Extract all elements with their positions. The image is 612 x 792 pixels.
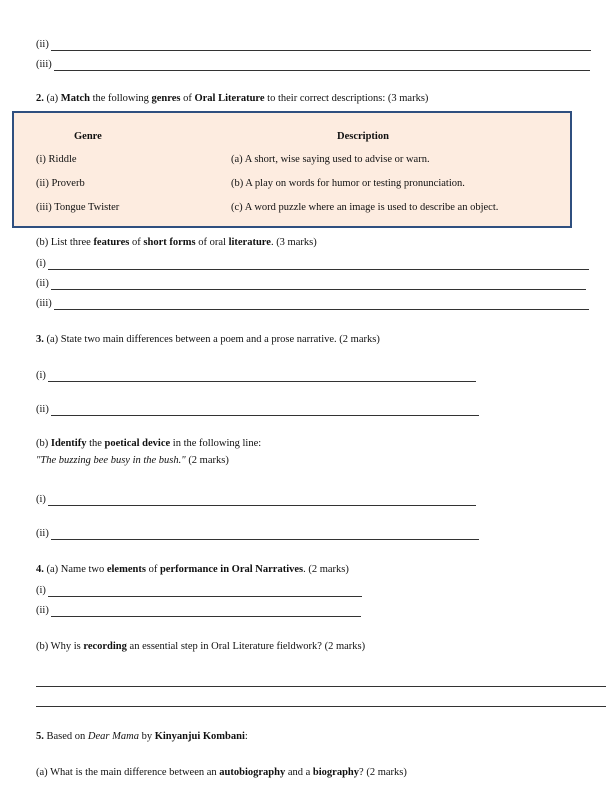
table-cell-genre: (i) Riddle	[36, 154, 77, 165]
answer-label: (ii)	[36, 39, 49, 50]
answer-line[interactable]	[51, 530, 479, 540]
answer-line[interactable]	[48, 496, 476, 506]
table-cell-genre: (iii) Tongue Twister	[36, 202, 120, 213]
q4-answer-i[interactable]	[36, 584, 362, 597]
q3b-answer-i[interactable]	[36, 493, 476, 506]
answer-label: (ii)	[36, 278, 49, 289]
answer-label: (i)	[36, 258, 46, 269]
q3-answer-ii[interactable]	[36, 403, 479, 416]
question-number: 3.	[36, 334, 44, 345]
q2-part-a-prompt: 2. (a) Match the following genres of Oral Literature to their correct descriptions: (3 marks)	[36, 93, 429, 104]
q3-part-a-prompt: 3. (a) State two main differences between a poem and a prose narrative. (2 marks)	[36, 334, 380, 345]
q4b-answer-line[interactable]	[36, 706, 606, 707]
q4-answer-ii[interactable]	[36, 604, 361, 617]
answer-label: (i)	[36, 370, 46, 381]
answer-line[interactable]	[51, 406, 479, 416]
answer-label: (iii)	[36, 298, 52, 309]
q3-part-b-prompt: (b) Identify the poetical device in the following line:	[36, 438, 262, 449]
table-cell-genre: (ii) Proverb	[36, 178, 85, 189]
table-header-description: Description	[337, 131, 389, 142]
answer-line[interactable]	[54, 300, 589, 310]
answer-line[interactable]	[48, 587, 362, 597]
q3b-answer-ii[interactable]	[36, 527, 479, 540]
table-header-genre: Genre	[74, 131, 102, 142]
answer-label: (iii)	[36, 59, 52, 70]
q3-answer-i[interactable]	[36, 369, 476, 382]
question-number: 4.	[36, 564, 44, 575]
table-cell-description: (a) A short, wise saying used to advise or warn.	[231, 154, 430, 165]
answer-label: (i)	[36, 585, 46, 596]
q3-quote: "The buzzing bee busy in the bush." (2 marks)	[36, 455, 229, 466]
q2-part-b-prompt: (b) List three features of short forms of oral literature. (3 marks)	[36, 237, 317, 248]
q1-answer-iii[interactable]	[36, 58, 590, 71]
answer-line[interactable]	[48, 372, 476, 382]
q5-intro: 5. Based on Dear Mama by Kinyanjui Kombani:	[36, 731, 248, 742]
answer-line[interactable]	[48, 260, 589, 270]
q5-part-a-prompt: (a) What is the main difference between an autobiography and a biography? (2 marks)	[36, 767, 407, 778]
question-number: 5.	[36, 731, 44, 742]
table-cell-description: (b) A play on words for humor or testing pronunciation.	[231, 178, 465, 189]
answer-label: (i)	[36, 494, 46, 505]
answer-label: (ii)	[36, 605, 49, 616]
q4-part-b-prompt: (b) Why is recording an essential step in Oral Literature fieldwork? (2 marks)	[36, 641, 366, 652]
answer-label: (ii)	[36, 404, 49, 415]
answer-line[interactable]	[51, 41, 591, 51]
q4b-answer-line[interactable]	[36, 686, 606, 687]
table-cell-description: (c) A word puzzle where an image is used to describe an object.	[231, 202, 499, 213]
q2-answer-iii[interactable]	[36, 297, 589, 310]
answer-line[interactable]	[54, 61, 590, 71]
answer-line[interactable]	[51, 280, 586, 290]
q4-part-a-prompt: 4. (a) Name two elements of performance in Oral Narratives. (2 marks)	[36, 564, 349, 575]
q2-answer-i[interactable]	[36, 257, 589, 270]
q1-answer-ii[interactable]	[36, 38, 591, 51]
quoted-line: "The buzzing bee busy in the bush."	[36, 455, 186, 466]
question-number: 2.	[36, 93, 44, 104]
answer-line[interactable]	[51, 607, 361, 617]
matching-table	[12, 111, 572, 228]
q2-answer-ii[interactable]	[36, 277, 586, 290]
answer-label: (ii)	[36, 528, 49, 539]
